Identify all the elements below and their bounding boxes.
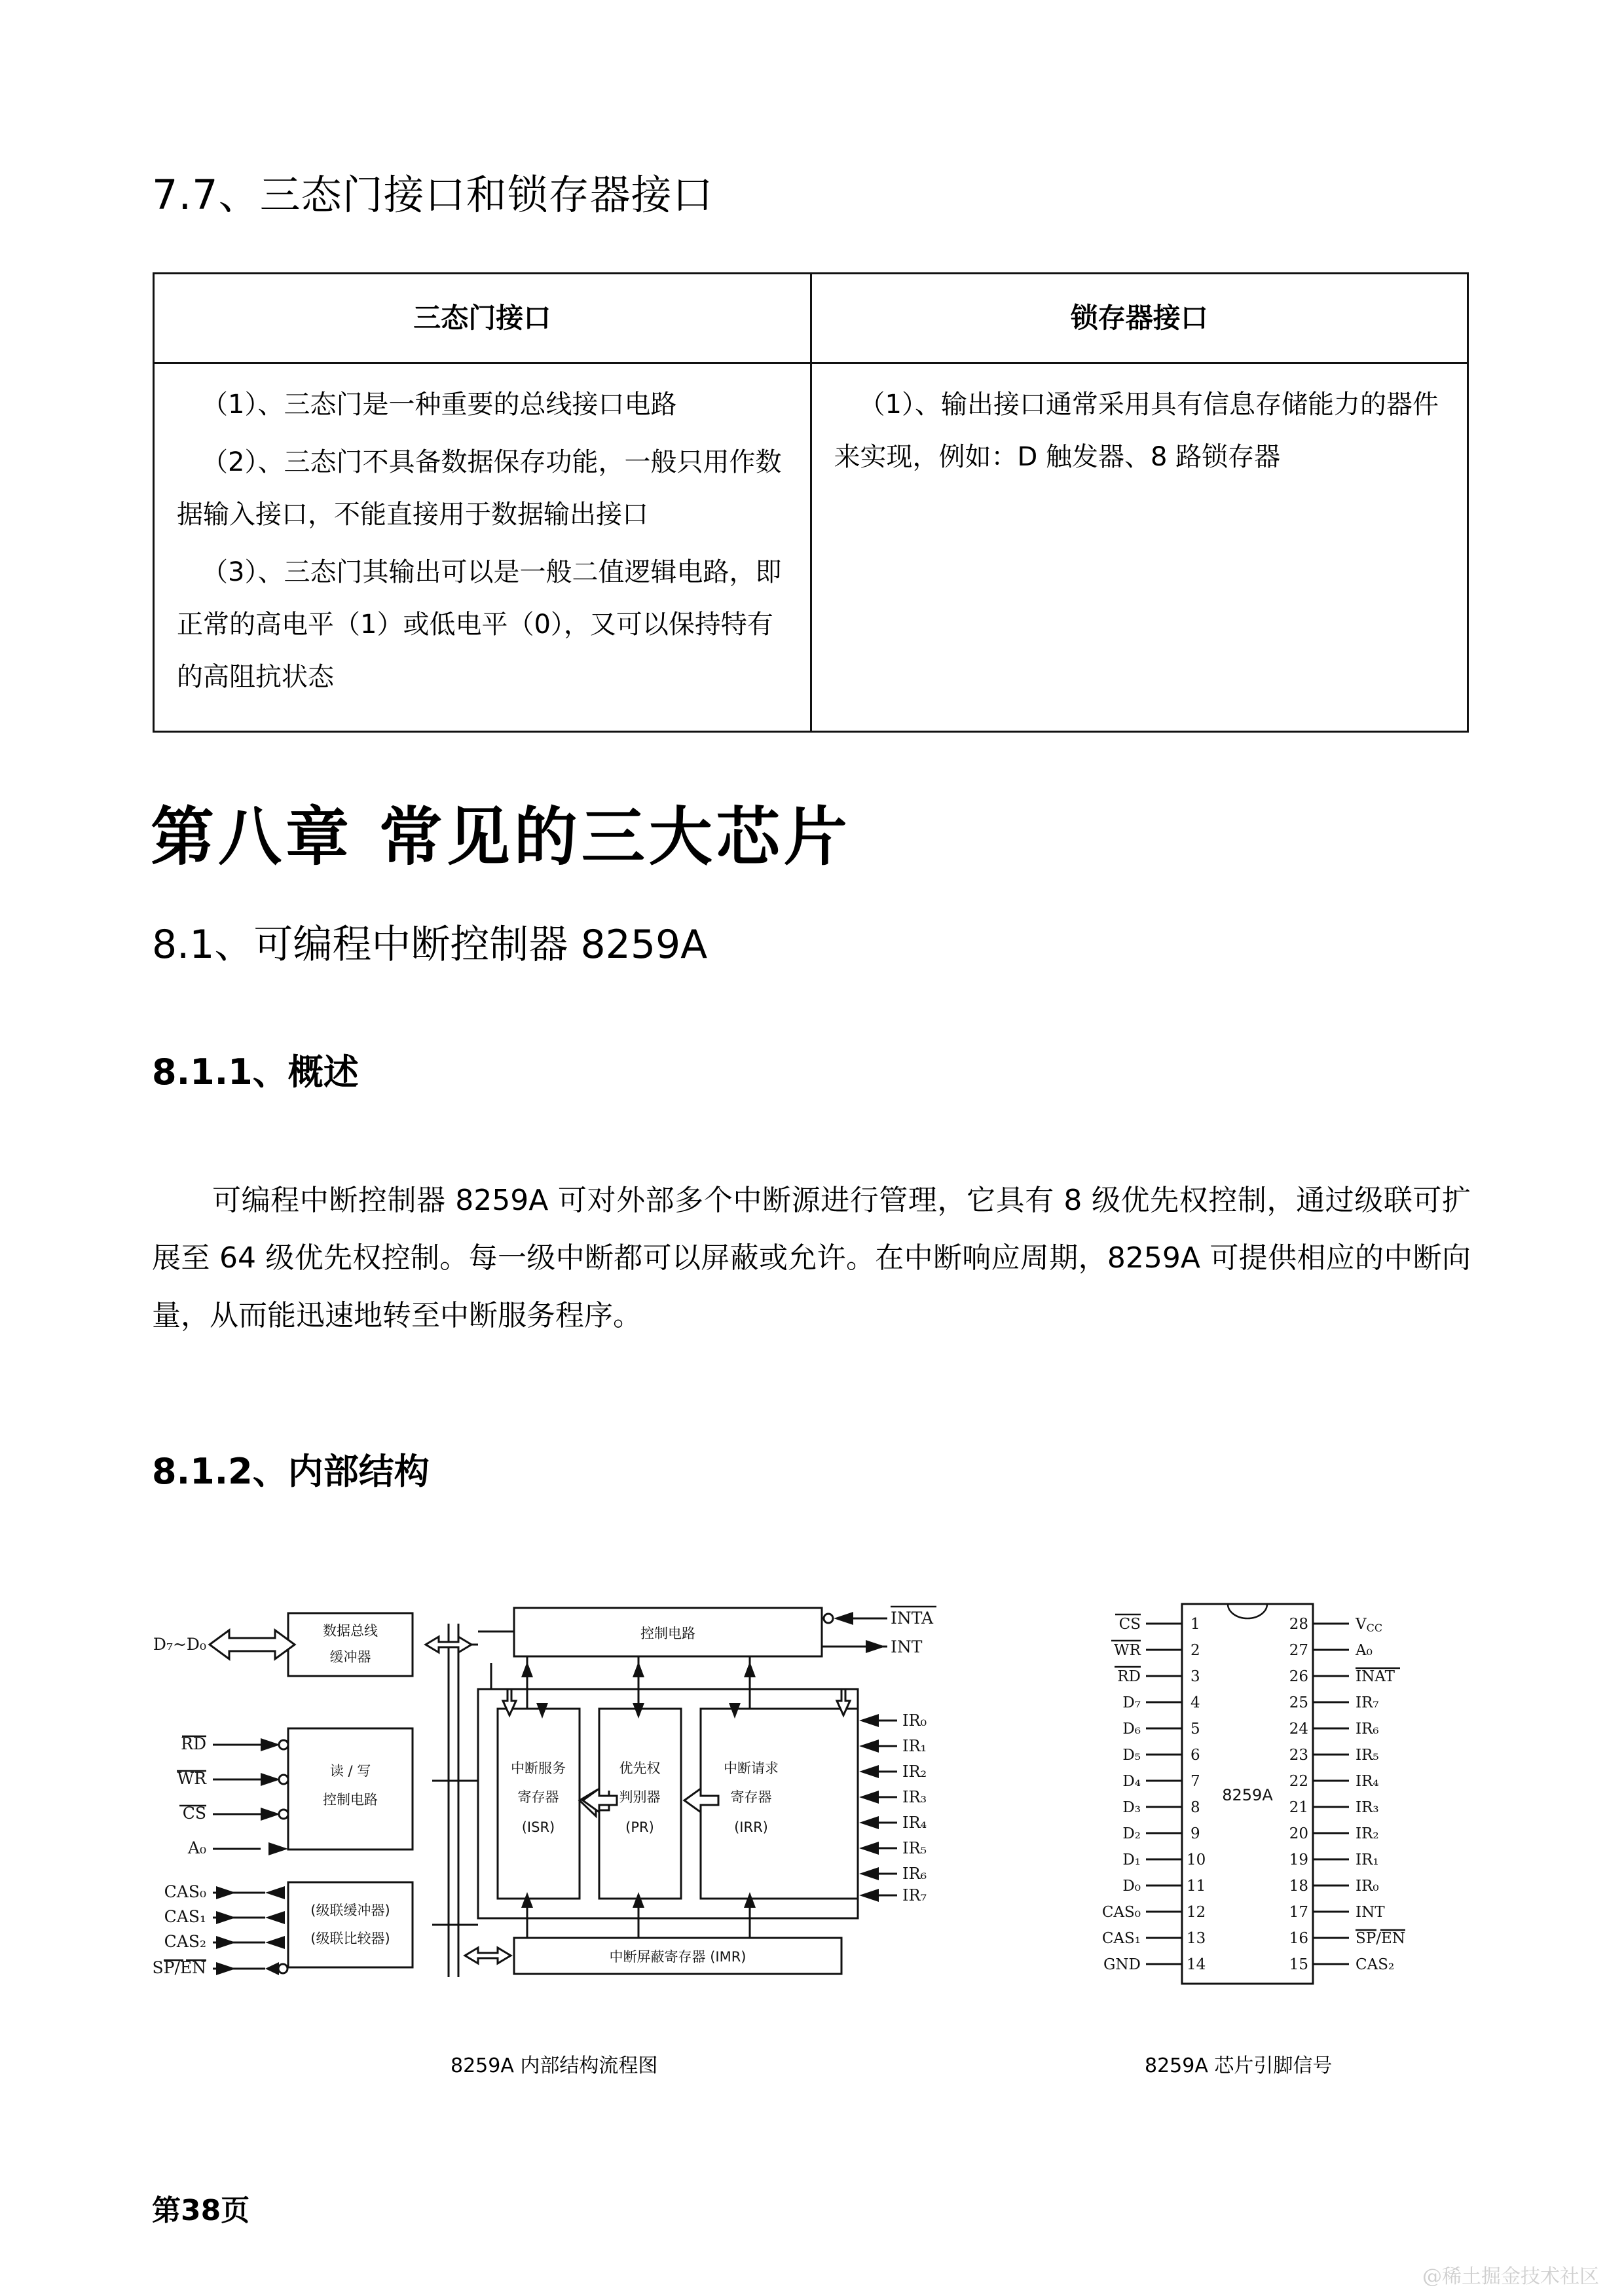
pin-num-26: 26: [1289, 1668, 1308, 1685]
pin-name-13: CAS₁: [1101, 1930, 1141, 1947]
pin-num-27: 27: [1289, 1642, 1308, 1659]
label-irr-line1: 中断请求: [724, 1760, 779, 1776]
pin-name-21: IR₃: [1356, 1799, 1379, 1816]
ir-label-1: IR₁: [902, 1737, 927, 1755]
signal-label-cas2: CAS₂: [164, 1932, 206, 1951]
signal-label-wr: WR: [177, 1769, 206, 1788]
ir-label-4: IR₄: [902, 1813, 927, 1832]
section-heading-8-1: 8.1、可编程中断控制器 8259A: [152, 922, 708, 968]
pin-num-14: 14: [1187, 1956, 1206, 1973]
signal-label-a0: A₀: [187, 1838, 206, 1857]
chip-label: 8259A: [1222, 1786, 1273, 1804]
ir-label-6: IR₆: [902, 1865, 927, 1883]
pin-num-11: 11: [1187, 1878, 1206, 1895]
pin-name-6: D₅: [1122, 1747, 1141, 1764]
tristate-item-2: （2）、三态门不具备数据保存功能，一般只用作数据输入接口，不能直接用于数据输出接口: [177, 447, 782, 530]
pin-num-9: 9: [1190, 1825, 1200, 1842]
pin-name-27: A₀: [1356, 1642, 1373, 1659]
label-cascade-comparator: (级联比较器): [310, 1931, 390, 1946]
signal-label-cas0: CAS₀: [164, 1882, 206, 1901]
pin-num-17: 17: [1289, 1904, 1308, 1921]
pin-name-22: IR₄: [1356, 1773, 1379, 1790]
signal-label-cs: CS: [182, 1804, 206, 1823]
pin-name-18: IR₀: [1356, 1878, 1379, 1895]
pin-name-1: CS: [1118, 1616, 1141, 1633]
ir-label-7: IR₇: [902, 1886, 927, 1904]
pin-num-16: 16: [1289, 1930, 1308, 1947]
pin-name-26: INAT: [1356, 1668, 1395, 1685]
pin-num-12: 12: [1187, 1904, 1206, 1921]
pin-name-28: VCC: [1356, 1616, 1383, 1634]
pin-num-4: 4: [1190, 1694, 1200, 1711]
table-header-row: [154, 274, 1468, 363]
overview-paragraph: 可编程中断控制器 8259A 可对外部多个中断源进行管理，它具有 8 级优先权控制，通过级联可扩展至 64 级优先权控制。每一级中断都可以屏蔽或允许。在中断响应周期，8259A 可提供相应的中断向量，从而能迅速地转至中断服务程序。: [152, 1184, 1471, 1332]
pin-name-8: D₃: [1122, 1799, 1141, 1816]
section-heading-7-7: 7.7、三态门接口和锁存器接口: [152, 171, 714, 219]
pin-num-5: 5: [1190, 1721, 1200, 1738]
ir-label-0: IR₀: [902, 1711, 927, 1730]
pin-name-7: D₄: [1122, 1773, 1141, 1790]
pin-name-16: SP/EN: [1356, 1930, 1405, 1947]
pin-num-18: 18: [1289, 1878, 1308, 1895]
pin-name-4: D₇: [1122, 1694, 1141, 1711]
signal-label-sp-en: SP/EN: [152, 1958, 206, 1977]
signal-label-inta: INTA: [891, 1609, 934, 1628]
label-isr-line2: 寄存器: [517, 1789, 559, 1805]
pin-name-11: D₀: [1122, 1878, 1141, 1895]
left-pin-numbers: [1187, 1616, 1206, 1973]
pin-name-9: D₂: [1122, 1825, 1141, 1842]
label-rw-control-line2: 控制电路: [323, 1792, 378, 1808]
section-heading-8-1-2: 8.1.2、内部结构: [152, 1451, 430, 1492]
pin-name-23: IR₅: [1356, 1747, 1379, 1764]
pin-name-17: INT: [1356, 1904, 1385, 1921]
pin-name-2: WR: [1114, 1642, 1141, 1659]
label-data-bus-buffer-line2: 缓冲器: [329, 1649, 371, 1665]
label-pr-line2: 判别器: [619, 1789, 661, 1805]
pin-num-19: 19: [1289, 1851, 1308, 1868]
label-irr-line3: (IRR): [734, 1819, 768, 1835]
label-cascade-buffer: (级联缓冲器): [310, 1903, 390, 1918]
pin-num-2: 2: [1190, 1642, 1200, 1659]
pin-num-13: 13: [1187, 1930, 1206, 1947]
section-heading-8-1-1: 8.1.1、概述: [152, 1051, 359, 1093]
pin-num-23: 23: [1289, 1747, 1308, 1764]
pin-num-28: 28: [1289, 1616, 1308, 1633]
pin-name-3: RD: [1117, 1668, 1141, 1685]
pin-name-24: IR₆: [1356, 1721, 1379, 1738]
signal-label-int: INT: [891, 1637, 923, 1656]
table-header-latch: 锁存器接口: [811, 274, 1468, 363]
page-number-footer: 第38页: [152, 2194, 250, 2227]
latch-item-1: （1）、输出接口通常采用具有信息存储能力的器件来实现，例如：D 触发器、8 路锁存器: [834, 390, 1439, 472]
label-control-circuit: 控制电路: [640, 1626, 695, 1641]
watermark: @稀土掘金技术社区: [1422, 2265, 1599, 2288]
signal-label-d7-d0: D₇~D₀: [153, 1635, 206, 1654]
table-header-tristate: 三态门接口: [154, 274, 811, 363]
pin-name-25: IR₇: [1356, 1694, 1379, 1711]
chapter-title: 第八章 常见的三大芯片: [151, 799, 851, 874]
pin-num-1: 1: [1190, 1616, 1200, 1633]
pin-name-5: D₆: [1122, 1721, 1141, 1738]
pin-name-10: D₁: [1122, 1851, 1141, 1868]
ir-label-2: IR₂: [902, 1762, 927, 1781]
pin-num-22: 22: [1289, 1773, 1308, 1790]
pin-num-3: 3: [1190, 1668, 1200, 1685]
figures-area: [0, 1584, 1624, 2082]
pin-num-10: 10: [1187, 1851, 1206, 1868]
right-pin-numbers: [1289, 1616, 1308, 1973]
tristate-item-1: （1）、三态门是一种重要的总线接口电路: [202, 390, 677, 420]
label-pr-line3: (PR): [625, 1819, 654, 1835]
signal-label-cas1: CAS₁: [164, 1907, 206, 1926]
figure-caption-block-diagram: 8259A 内部结构流程图: [451, 2054, 658, 2077]
pin-num-6: 6: [1190, 1747, 1200, 1764]
pin-name-14: GND: [1103, 1956, 1141, 1973]
pin-name-15: CAS₂: [1356, 1956, 1395, 1973]
label-rw-control-line1: 读 / 写: [329, 1763, 371, 1779]
pin-num-15: 15: [1289, 1956, 1308, 1973]
tristate-latch-comparison-table: [153, 272, 1469, 733]
pin-num-21: 21: [1289, 1799, 1308, 1816]
label-irr-line2: 寄存器: [730, 1789, 772, 1805]
label-pr-line1: 优先权: [619, 1760, 661, 1776]
pin-diagram-svg: [1041, 1584, 1460, 2043]
right-pin-names: [1355, 1616, 1405, 1973]
left-pin-names: [1102, 1616, 1141, 1973]
label-imr: 中断屏蔽寄存器 (IMR): [609, 1949, 747, 1965]
table-body-row: [154, 363, 1468, 732]
pin-name-19: IR₁: [1356, 1851, 1379, 1868]
pin-num-8: 8: [1190, 1799, 1200, 1816]
table-cell-latch: [811, 363, 1468, 732]
pin-name-20: IR₂: [1356, 1825, 1379, 1842]
pin-name-12: CAS₀: [1101, 1904, 1141, 1921]
ir-label-3: IR₃: [902, 1788, 927, 1806]
table-cell-tristate: [154, 363, 811, 732]
pin-num-20: 20: [1289, 1825, 1308, 1842]
tristate-item-3: （3）、三态门其输出可以是一般二值逻辑电路，即正常的高电平（1）或低电平（0），又可以保持特有的高阻抗状态: [177, 557, 782, 692]
ir-label-5: IR₅: [902, 1839, 927, 1857]
label-isr-line1: 中断服务: [511, 1760, 566, 1776]
label-data-bus-buffer-line1: 数据总线: [323, 1623, 378, 1639]
label-isr-line3: (ISR): [521, 1819, 555, 1835]
pin-num-25: 25: [1289, 1694, 1308, 1711]
figure-caption-pin-diagram: 8259A 芯片引脚信号: [1145, 2054, 1333, 2077]
block-diagram-svg: [151, 1584, 1080, 2043]
signal-label-rd: RD: [181, 1734, 206, 1753]
pin-num-24: 24: [1289, 1721, 1308, 1738]
pin-num-7: 7: [1190, 1773, 1200, 1790]
